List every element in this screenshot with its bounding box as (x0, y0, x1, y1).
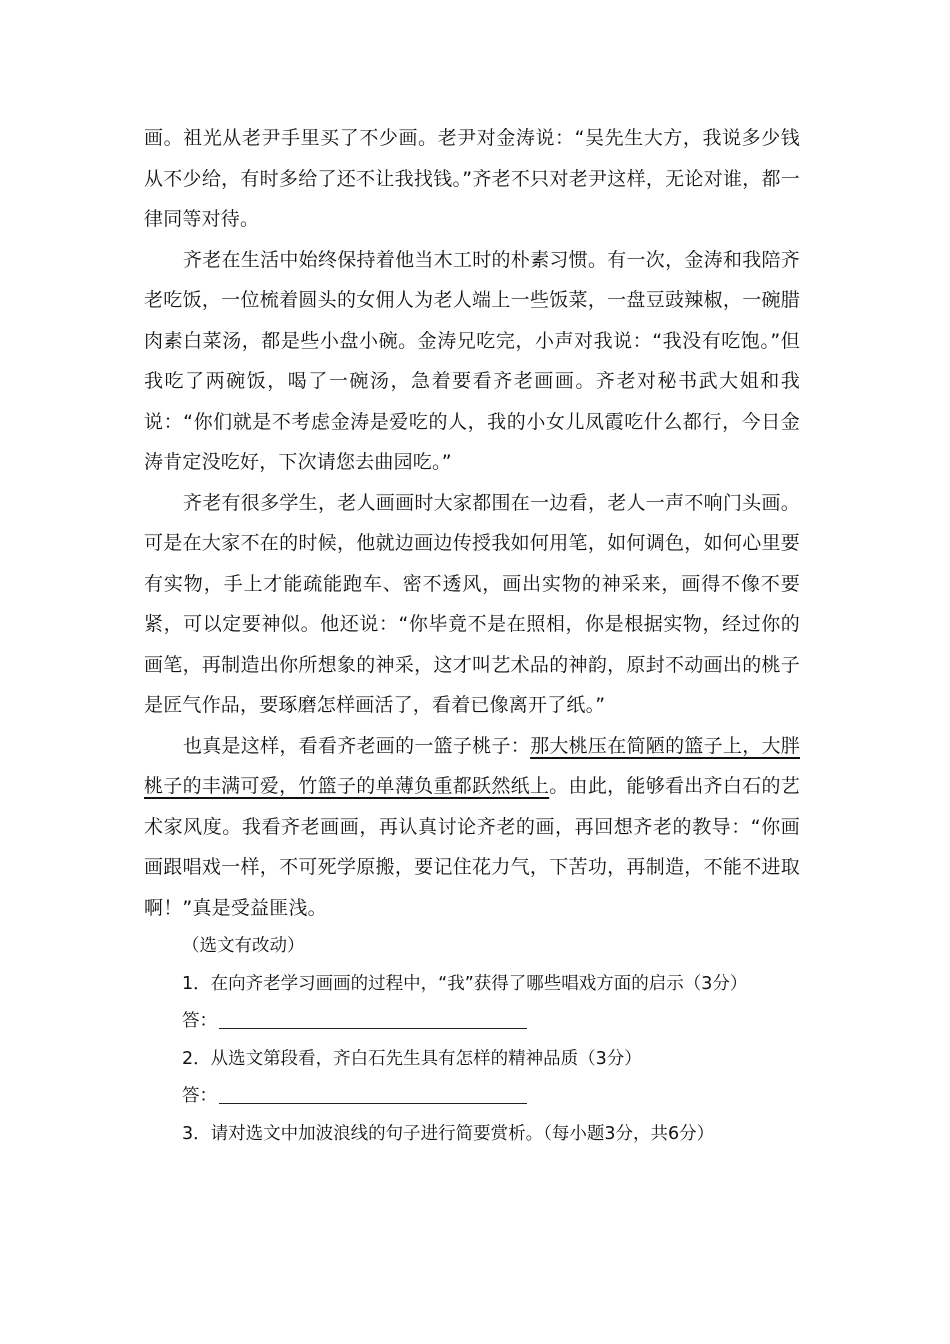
reading-passage (144, 118, 800, 928)
answer-2-label: 答： (182, 1086, 217, 1106)
questions-section (144, 928, 800, 1153)
source-note: （选文有改动） (182, 936, 305, 956)
answer-2 (144, 1078, 800, 1116)
answer-2-blank[interactable] (219, 1083, 527, 1104)
paragraph-4 (144, 726, 800, 929)
question-3: 3．请对选文中加波浪线的句子进行简要赏析。（每小题3分，共6分） (182, 1123, 715, 1144)
answer-1-blank[interactable] (219, 1008, 527, 1029)
question-1: 1．在向齐老学习画画的过程中，“我”获得了哪些唱戏方面的启示（3分） (182, 973, 748, 994)
paragraph-4-rest: 。由此，能够看出齐白石的艺术家风度。我看齐老画画，再认真讨论齐老的画，再回想齐老的教导：“你画画跟唱戏一样，不可死学原搬，要记住花力气，下苦功，再制造，不能不进取啊！”真是受益匪浅。 (144, 775, 800, 919)
answer-1 (144, 1003, 800, 1041)
paragraph-1: 画。祖光从老尹手里买了不少画。老尹对金涛说：“吴先生大方，我说多少钱从不少给，有时多给了还不让我找钱。”齐老不只对老尹这样，无论对谁，都一律同等对待。 (144, 127, 800, 230)
wavy-underlined-sentence: 那大桃压在简陋的篮子上，大胖桃子的丰满可爱，竹篮子的单薄负重都跃然纸上 (144, 734, 800, 797)
paragraph-3: 齐老有很多学生，老人画画时大家都围在一边看，老人一声不响门头画。可是在大家不在的时候，他就边画边传授我如何用笔，如何调色，如何心里要有实物，手上才能疏能跑车、密不透风，画出实物的神采来，画得不像不要紧，可以定要神似。他还说：“你毕竟不是在照相，你是根据实物，经过你的画笔，再制造出你所想象的神采，这才叫艺术品的神韵，原封不动画出的桃子是匠气作品，要琢磨怎样画活了，看着已像离开了纸。” (144, 491, 800, 716)
paragraph-4-lead: 也真是这样，看看齐老画的一篮子桃子： (182, 734, 531, 757)
paragraph-2: 齐老在生活中始终保持着他当木工时的朴素习惯。有一次，金涛和我陪齐老吃饭，一位梳着圆头的女佣人为老人端上一些饭菜，一盘豆豉辣椒，一碗腊肉素白菜汤，都是些小盘小碗。金涛兄吃完，小声对我说：“我没有吃饱。”但我吃了两碗饭，喝了一碗汤，急着要看齐老画画。齐老对秘书武大姐和我说：“你们就是不考虑金涛是爱吃的人，我的小女儿凤霞吃什么都行，今日金涛肯定没吃好，下次请您去曲园吃。” (144, 248, 800, 473)
question-2: 2．从选文第段看，齐白石先生具有怎样的精神品质（3分） (182, 1048, 642, 1069)
answer-1-label: 答： (182, 1011, 217, 1031)
